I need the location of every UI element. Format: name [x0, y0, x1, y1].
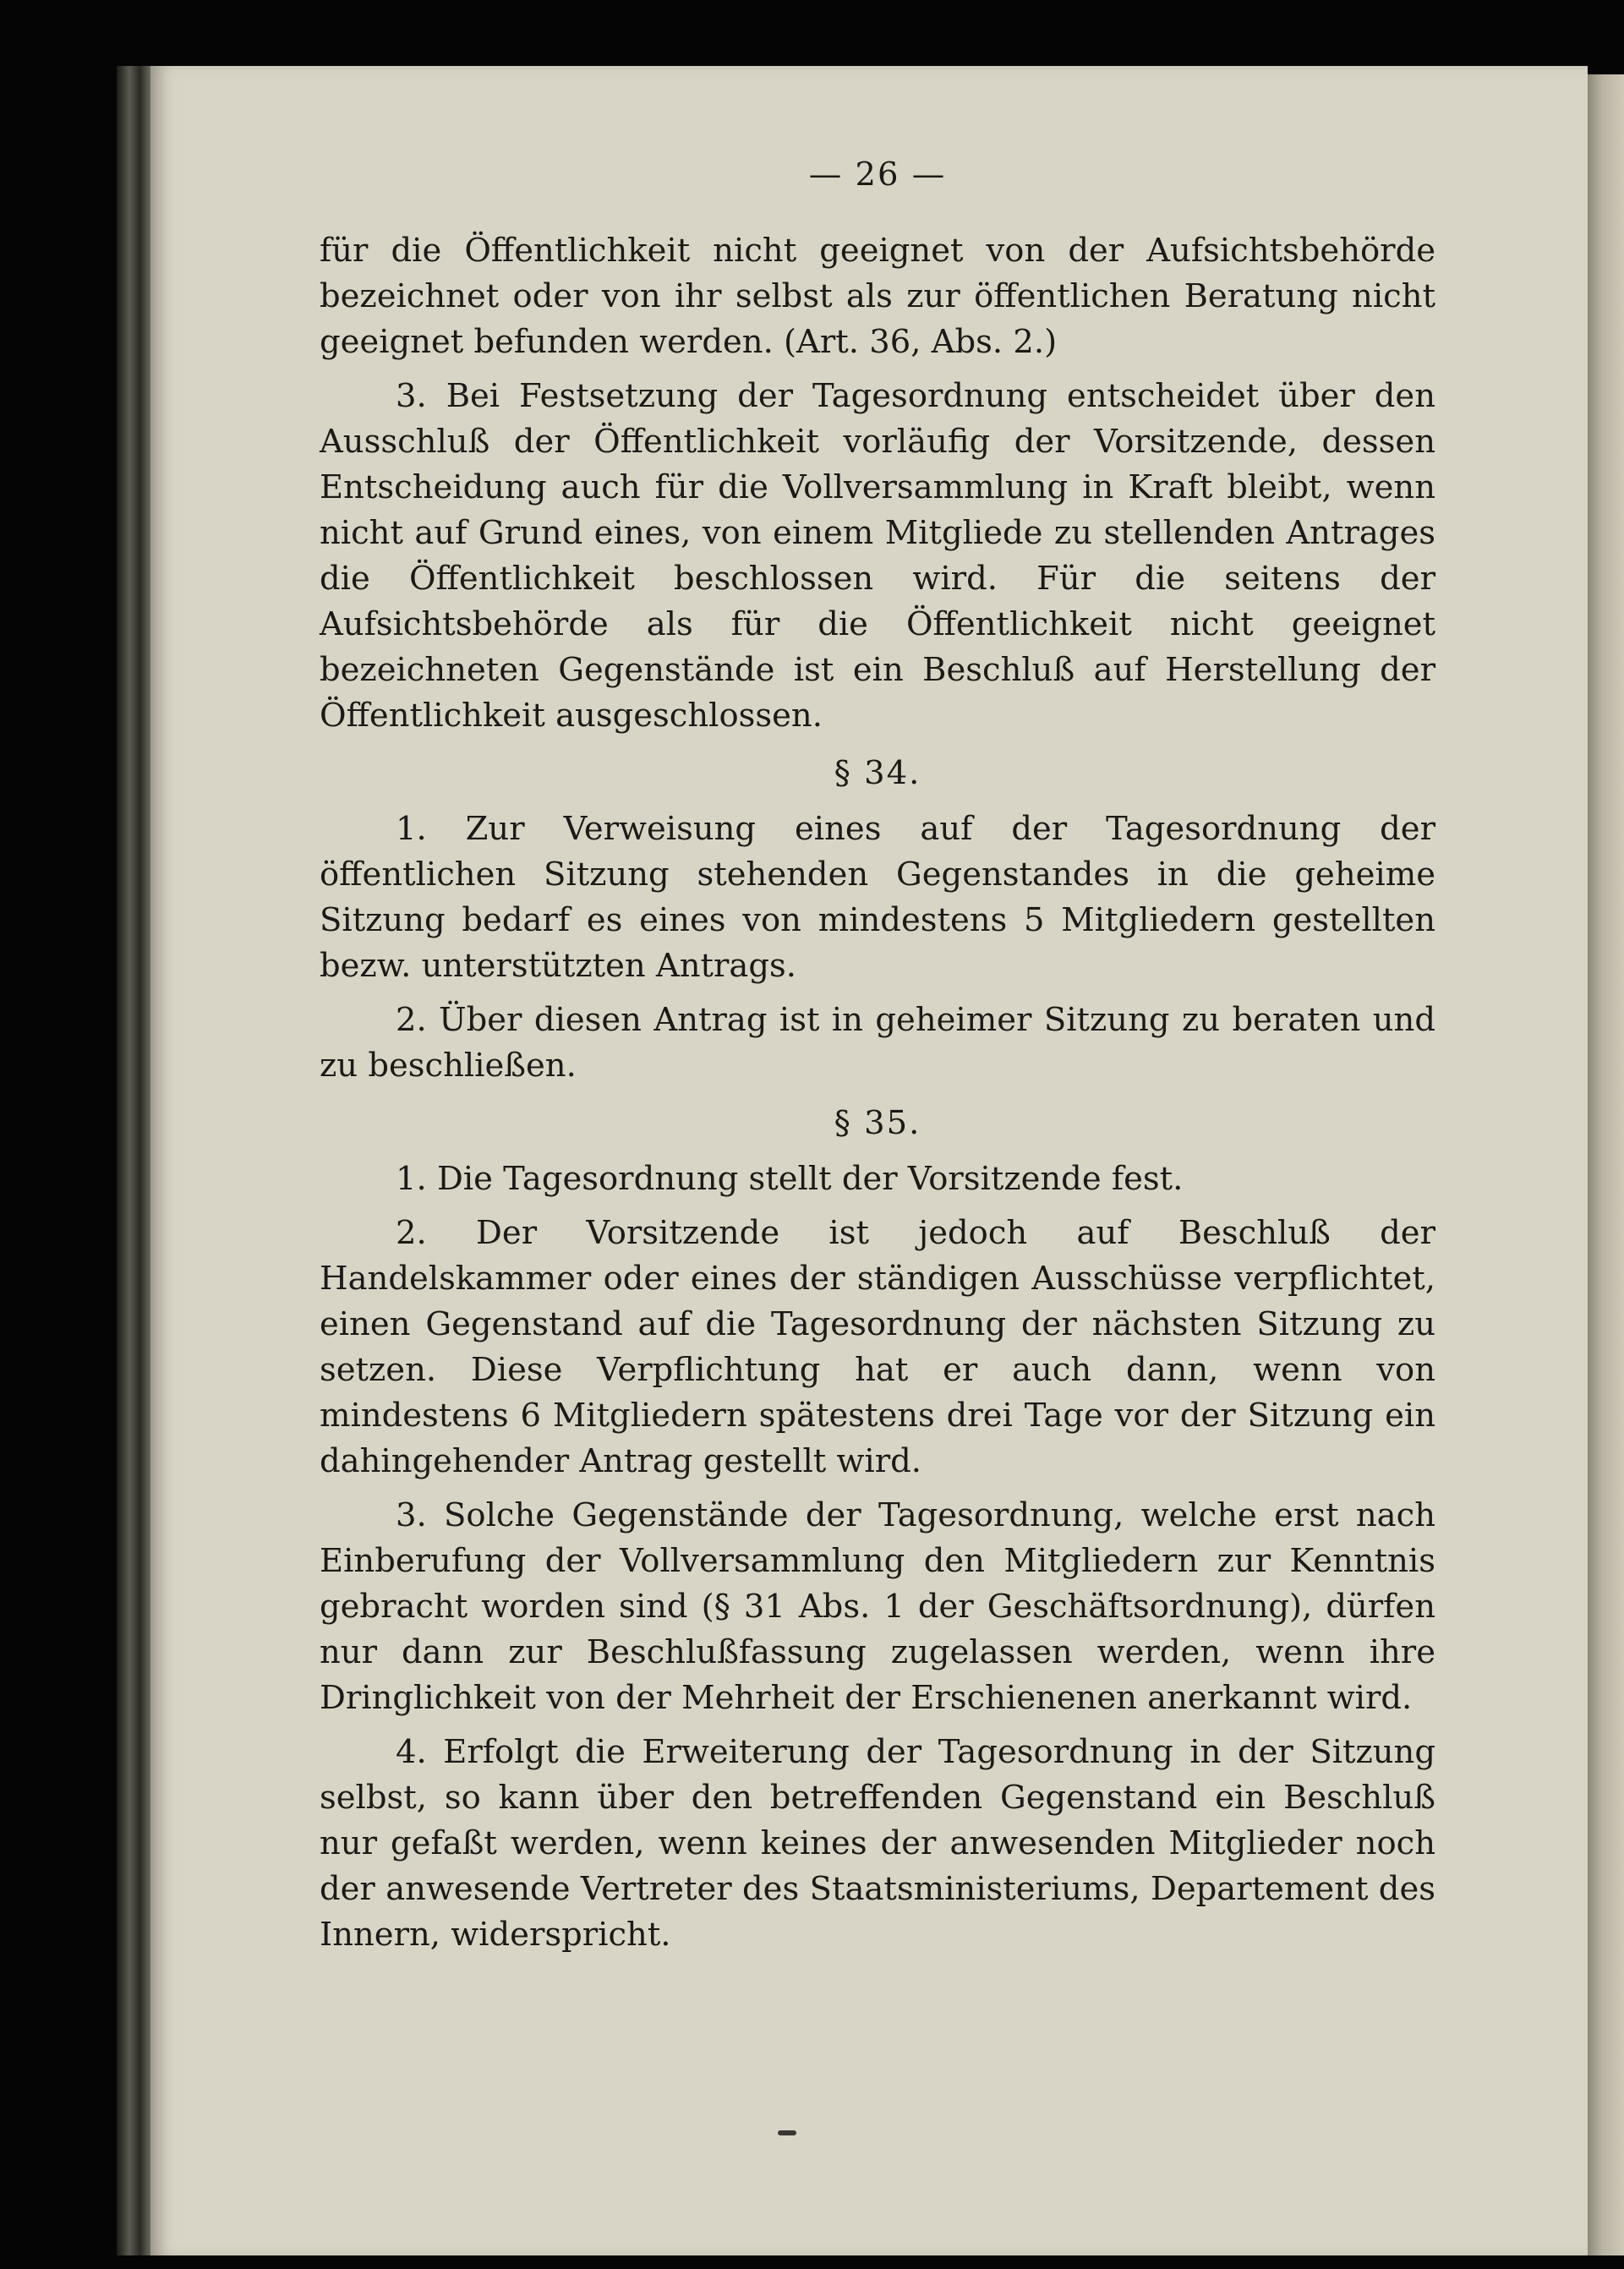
- paragraph: 2. Über diesen Antrag ist in geheimer Sitzung zu beraten und zu beschließen.: [320, 1001, 1435, 1085]
- paragraph: 2. Der Vorsitzende ist jedoch auf Beschluß der Handelskammer oder eines der ständigen Ausschüsse verpflichtet, einen Gegenstand auf die Tagesordnung der nächsten Sitzung zu setzen. Diese Verpflichtung hat er auch dann, wenn von mindestens 6 Mitgliedern spätestens drei Tage vor der Sitzung ein dahingehender Antrag gestellt wird.: [320, 1214, 1435, 1480]
- next-page-edge: [1588, 74, 1624, 2255]
- section-heading: § 35.: [834, 1104, 921, 1142]
- page-text: [320, 152, 1435, 1966]
- paragraph: 3. Bei Festsetzung der Tagesordnung entscheidet über den Ausschluß der Öffentlichkeit vorläufig der Vorsitzende, dessen Entscheidung auch für die Vollversammlung in Kraft bleibt, wenn nicht auf Grund eines, von einem Mitgliede zu stellenden Antrages die Öffentlichkeit beschlossen wird. Für die seitens der Aufsichtsbehörde als für die Öffentlichkeit nicht geeignet bezeichneten Gegenstände ist ein Beschluß auf Herstellung der Öffentlichkeit ausgeschlossen.: [320, 377, 1435, 735]
- paragraph: 1. Die Tagesordnung stellt der Vorsitzende fest.: [396, 1160, 1184, 1198]
- paragraph: 4. Erfolgt die Erweiterung der Tagesordnung in der Sitzung selbst, so kann über den betreffenden Gegenstand ein Beschluß nur gefaßt werden, wenn keines der anwesenden Mitglieder noch der anwesende Vertreter des Staatsministeriums, Departement des Innern, widerspricht.: [320, 1733, 1435, 1954]
- paragraph: für die Öffentlichkeit nicht geeignet von der Aufsichtsbehörde bezeichnet oder von ihr selbst als zur öffentlichen Beratung nicht geeignet befunden werden. (Art. 36, Abs. 2.): [320, 232, 1435, 361]
- paragraph: 3. Solche Gegenstände der Tagesordnung, welche erst nach Einberufung der Vollversammlung den Mitgliedern zur Kenntnis gebracht worden sind (§ 31 Abs. 1 der Geschäftsordnung), dürfen nur dann zur Beschlußfassung zugelassen werden, wenn ihre Dringlichkeit von der Mehrheit der Erschienenen anerkannt wird.: [320, 1496, 1435, 1717]
- paragraph: 1. Zur Verweisung eines auf der Tagesordnung der öffentlichen Sitzung stehenden Gegenstandes in die geheime Sitzung bedarf es eines von mindestens 5 Mitgliedern gestellten bezw. unterstützten Antrags.: [320, 810, 1435, 985]
- section-heading: § 34.: [834, 754, 921, 792]
- ink-mark: [778, 2130, 796, 2135]
- page-number: — 26 —: [808, 156, 947, 194]
